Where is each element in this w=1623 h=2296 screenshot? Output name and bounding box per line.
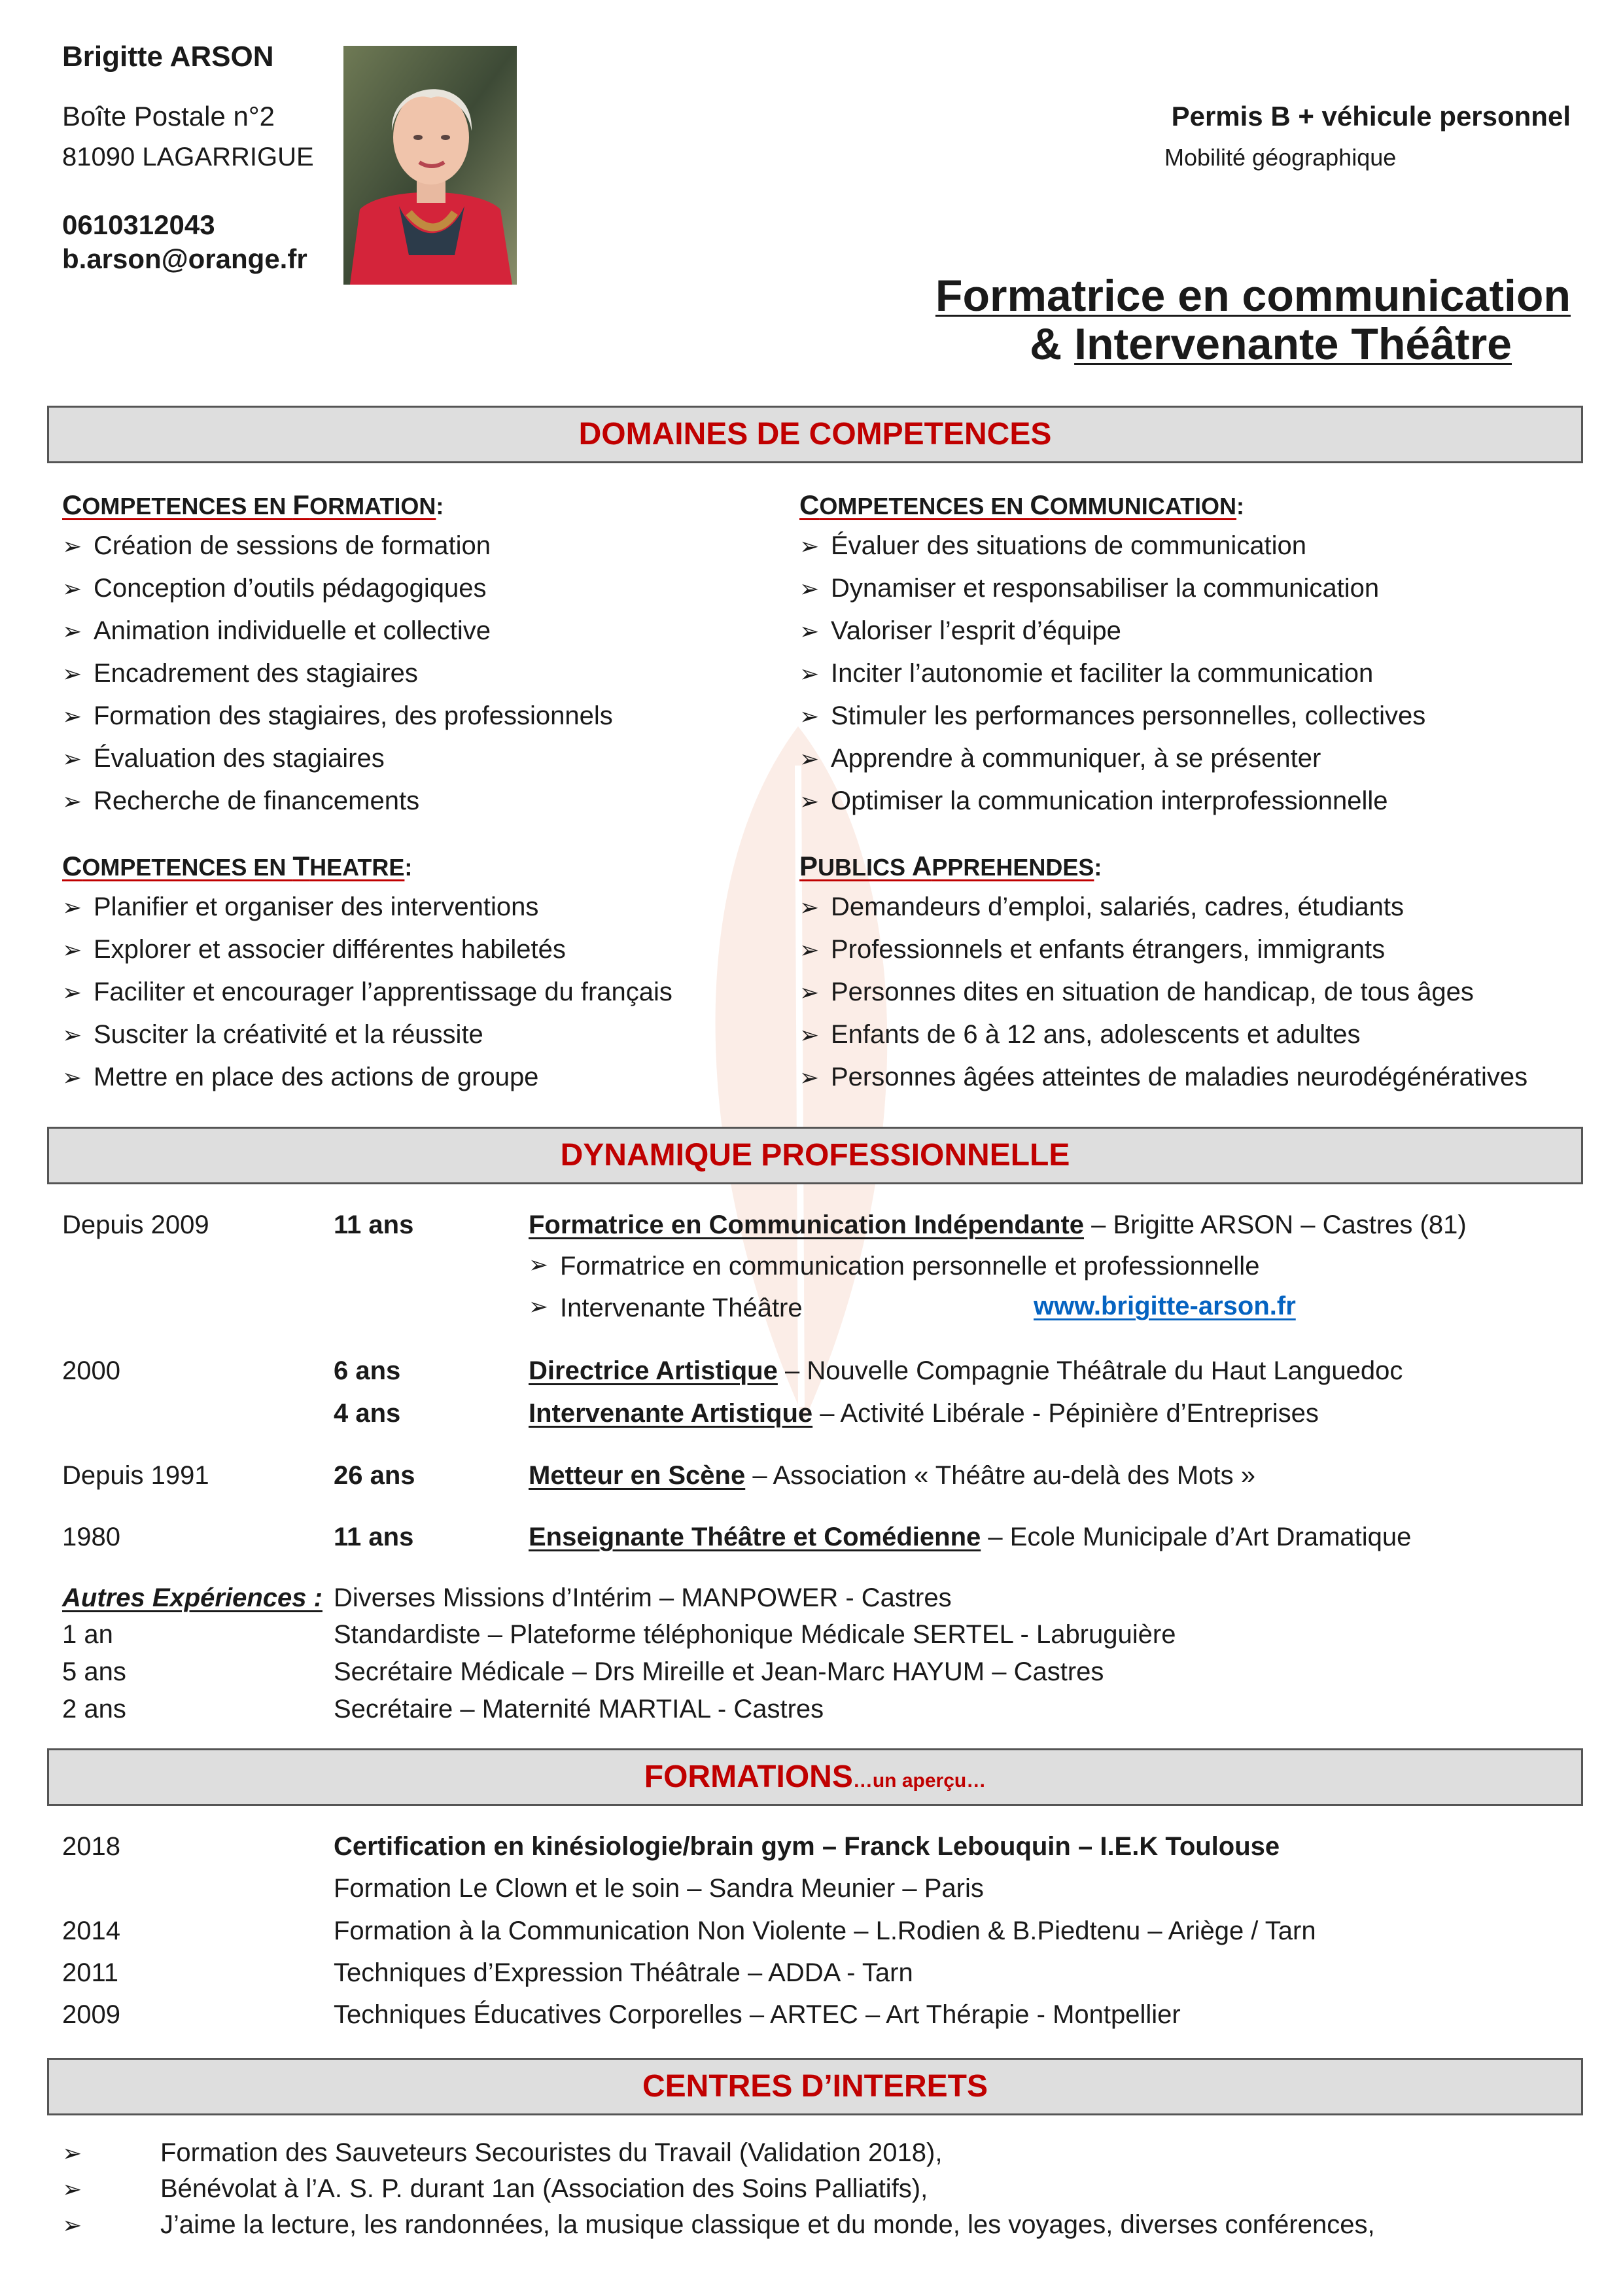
autres-item-date: 5 ans (62, 1657, 126, 1686)
exp-duration: 11 ans (334, 1210, 414, 1239)
formation-item: Formation à la Communication Non Violente – L.Rodien & B.Piedtenu – Ariège / Tarn (334, 1916, 1316, 1945)
autres-item-text: Secrétaire – Maternité MARTIAL - Castres (334, 1695, 824, 1723)
exp-entry-3: Intervenante Artistique – Activité Libérale - Pépinière d’Entreprises (529, 1399, 1319, 1428)
portrait-photo (343, 46, 517, 285)
exp-duration: 4 ans (334, 1399, 401, 1428)
formation-year: 2014 (62, 1916, 120, 1945)
list-item: ➢ Inciter l’autonomie et faciliter la communication (799, 652, 1425, 695)
section-formations: FORMATIONS…un aperçu… (47, 1748, 1583, 1806)
list-item: ➢ Stimuler les performances personnelles, collectives (799, 695, 1425, 737)
job-title-line-2: Intervenante Théâtre (1074, 319, 1512, 369)
exp-duration: 26 ans (334, 1461, 415, 1490)
list-item: ➢ Apprendre à communiquer, à se présenter (799, 737, 1425, 780)
list-item: ➢ Optimiser la communication interprofessionnelle (799, 780, 1425, 822)
list-item: ➢ Animation individuelle et collective (62, 610, 613, 652)
list-item: ➢ Personnes dites en situation de handicap, de tous âges (799, 971, 1527, 1014)
section-centres-interets: CENTRES D’INTERETS (47, 2058, 1583, 2115)
list-item: ➢ Explorer et associer différentes habiletés (62, 928, 672, 971)
mobility: Mobilité géographique (1164, 144, 1397, 171)
list-item: ➢ Professionnels et enfants étrangers, immigrants (799, 928, 1527, 971)
email-address: b.arson@orange.fr (62, 243, 307, 274)
interest-item: Formation des Sauveteurs Secouristes du Travail (Validation 2018), (160, 2138, 943, 2167)
list-item: ➢ Personnes âgées atteintes de maladies neurodégénératives (799, 1056, 1527, 1099)
exp-entry-5: Enseignante Théâtre et Comédienne – Ecole Municipale d’Art Dramatique (529, 1523, 1412, 1551)
list-item: ➢ Dynamiser et responsabiliser la communication (799, 567, 1425, 610)
arrow-bullet-icon: ➢ (62, 2212, 82, 2238)
autres-item-date: 1 an (62, 1620, 113, 1649)
exp-entry-1: Formatrice en Communication Indépendante – Brigitte ARSON – Castres (81) (529, 1210, 1467, 1239)
list-item: ➢ Susciter la créativité et la réussite (62, 1014, 672, 1056)
formation-year: 2009 (62, 2000, 120, 2029)
autres-experiences-label: Autres Expériences : (62, 1583, 323, 1612)
exp-entry-4: Metteur en Scène – Association « Théâtre au-delà des Mots » (529, 1461, 1255, 1490)
website-link[interactable]: www.brigitte-arson.fr (1034, 1292, 1296, 1320)
list-item: ➢ Création de sessions de formation (62, 525, 613, 567)
list-item: ➢ Faciliter et encourager l’apprentissage du français (62, 971, 672, 1014)
section-domaines-competences: DOMAINES DE COMPETENCES (47, 406, 1583, 463)
formation-item: Formation Le Clown et le soin – Sandra Meunier – Paris (334, 1874, 984, 1903)
list-item: ➢ Planifier et organiser des interventions (62, 886, 672, 928)
competences-communication (799, 489, 1425, 822)
exp-entry-2: Directrice Artistique – Nouvelle Compagnie Théâtrale du Haut Languedoc (529, 1356, 1403, 1385)
publics-apprehendes (799, 851, 1527, 1099)
list-item: ➢ Encadrement des stagiaires (62, 652, 613, 695)
competences-formation-heading: COMPETENCES EN FORMATION: (62, 489, 444, 520)
competences-theatre (62, 851, 672, 1099)
formation-year: 2011 (62, 1958, 119, 1987)
exp-date: 2000 (62, 1356, 120, 1385)
formation-item: Techniques Éducatives Corporelles – ARTEC – Art Thérapie - Montpellier (334, 2000, 1181, 2029)
address-line-1: Boîte Postale n°2 (62, 101, 275, 132)
exp-sub-item: ➢ Formatrice en communication personnelle et professionnelle (529, 1250, 1259, 1282)
list-item: ➢ Enfants de 6 à 12 ans, adolescents et adultes (799, 1014, 1527, 1056)
publics-apprehendes-heading: PUBLICS APPREHENDES: (799, 851, 1102, 881)
formation-item: Techniques d’Expression Théâtrale – ADDA - Tarn (334, 1958, 913, 1987)
section-dynamique-professionnelle: DYNAMIQUE PROFESSIONNELLE (47, 1127, 1583, 1184)
exp-date: Depuis 1991 (62, 1461, 209, 1490)
arrow-bullet-icon: ➢ (62, 2176, 82, 2202)
exp-duration: 11 ans (334, 1523, 414, 1551)
list-item: ➢ Valoriser l’esprit d’équipe (799, 610, 1425, 652)
interest-item: J’aime la lecture, les randonnées, la musique classique et du monde, les voyages, diverses conférences, (160, 2210, 1375, 2239)
job-title-ampersand: & (1030, 319, 1075, 369)
formation-item: Certification en kinésiologie/brain gym – Franck Lebouquin – I.E.K Toulouse (334, 1832, 1280, 1861)
exp-date: Depuis 2009 (62, 1210, 209, 1239)
autres-item-text: Standardiste – Plateforme téléphonique Médicale SERTEL - Labruguière (334, 1620, 1176, 1649)
candidate-name: Brigitte ARSON (62, 41, 274, 73)
exp-date: 1980 (62, 1523, 120, 1551)
list-item: ➢ Mettre en place des actions de groupe (62, 1056, 672, 1099)
competences-theatre-heading: COMPETENCES EN THEATRE: (62, 851, 413, 881)
arrow-bullet-icon: ➢ (62, 2140, 82, 2166)
interest-item: Bénévolat à l’A. S. P. durant 1an (Association des Soins Palliatifs), (160, 2174, 928, 2203)
list-item: ➢ Évaluation des stagiaires (62, 737, 613, 780)
autres-item-date: 2 ans (62, 1695, 126, 1723)
driving-permit: Permis B + véhicule personnel (1171, 101, 1571, 132)
list-item: ➢ Conception d’outils pédagogiques (62, 567, 613, 610)
job-title-line-1: Formatrice en communication (935, 271, 1571, 321)
formation-year: 2018 (62, 1832, 120, 1861)
job-title (720, 272, 1571, 368)
phone-number: 0610312043 (62, 209, 215, 240)
list-item: ➢ Formation des stagiaires, des professionnels (62, 695, 613, 737)
list-item: ➢ Recherche de financements (62, 780, 613, 822)
list-item: ➢ Évaluer des situations de communication (799, 525, 1425, 567)
autres-item-text: Secrétaire Médicale – Drs Mireille et Jean-Marc HAYUM – Castres (334, 1657, 1104, 1686)
address-line-2: 81090 LAGARRIGUE (62, 143, 314, 171)
exp-duration: 6 ans (334, 1356, 401, 1385)
autres-item-text: Diverses Missions d’Intérim – MANPOWER - Castres (334, 1583, 952, 1612)
competences-communication-heading: COMPETENCES EN COMMUNICATION: (799, 489, 1245, 520)
exp-sub-item: ➢ Intervenante Théâtre (529, 1292, 803, 1324)
competences-formation (62, 489, 613, 822)
list-item: ➢ Demandeurs d’emploi, salariés, cadres, étudiants (799, 886, 1527, 928)
